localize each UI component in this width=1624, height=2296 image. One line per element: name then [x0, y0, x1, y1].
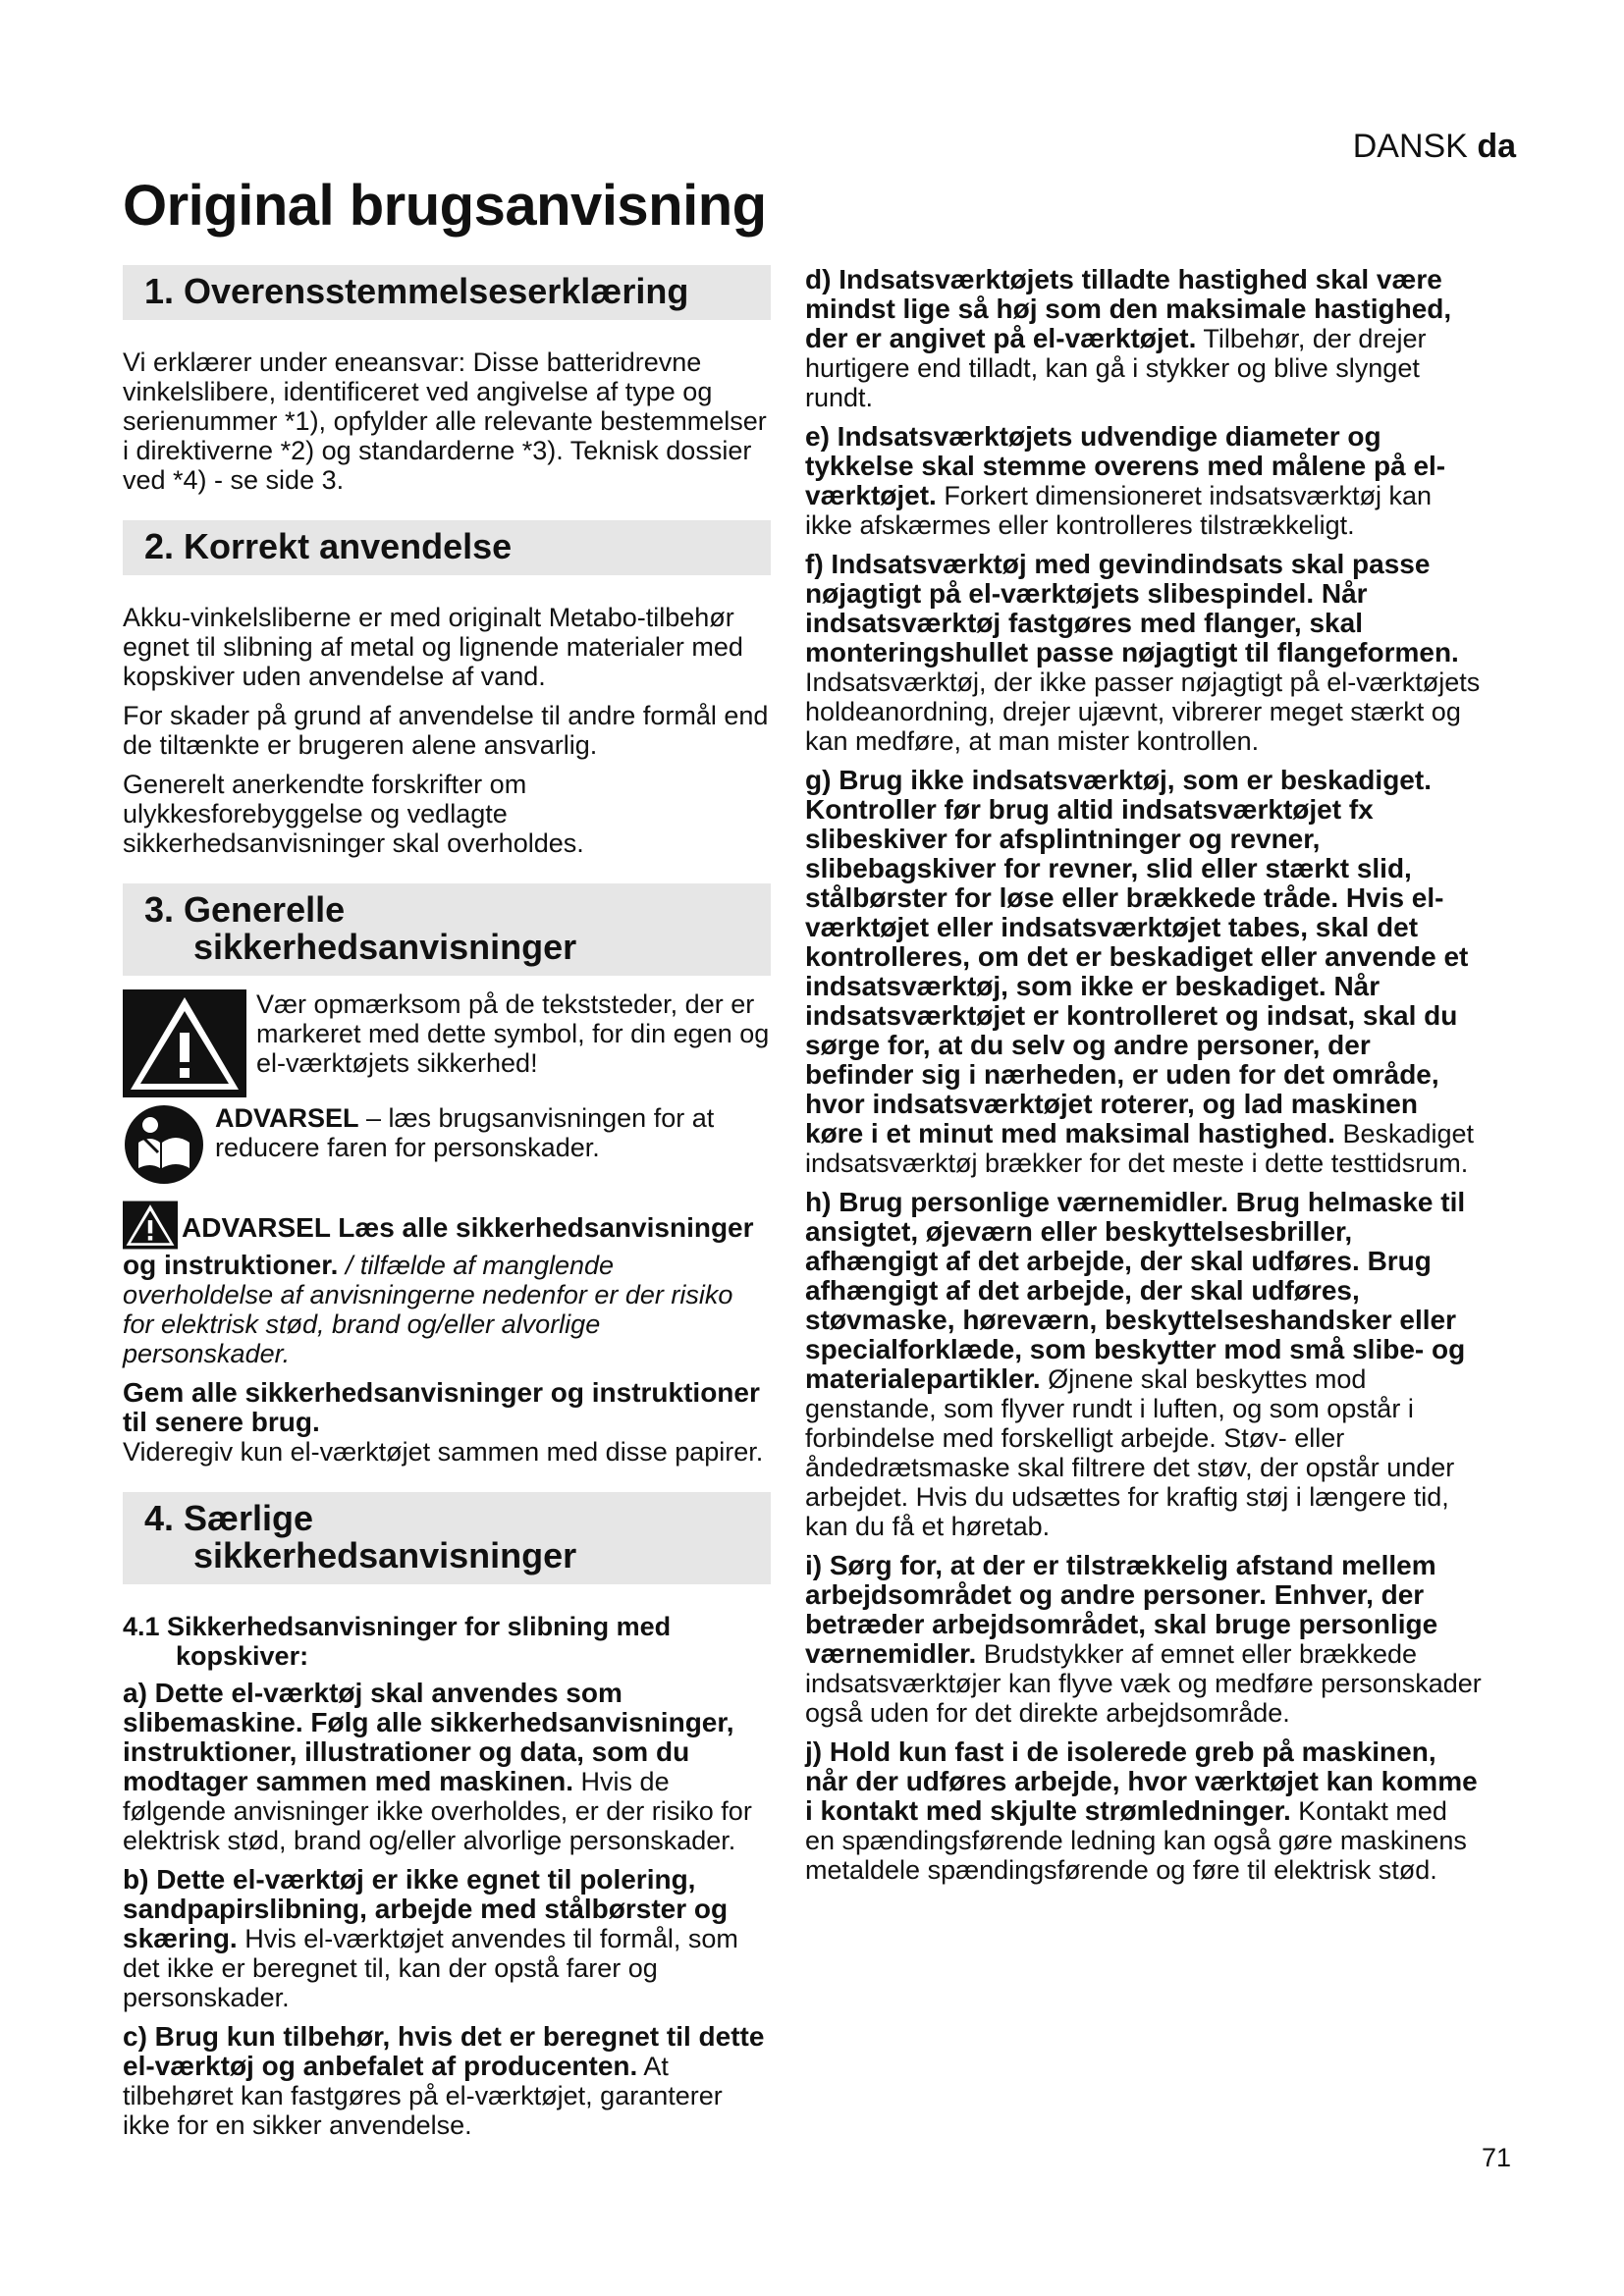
read-manual-icon [123, 1103, 205, 1186]
section-3-heading-line-1: 3. Generelle [144, 889, 346, 930]
section-2-paragraph-2: For skader på grund af anvendelse til andre formål end de tiltænkte er brugeren alene ansvarlig. [123, 701, 769, 760]
section-1-text: Vi erklærer under eneansvar: Disse batteridrevne vinkelslibere, identificeret ved angivelse af type og serienummer *1), opfylder alle relevante bestemmelser i direktiverne *2) og standarderne *3). Teknisk dossier ved *4) - se side 3. [123, 347, 767, 495]
section-4-heading [123, 1492, 771, 1584]
item-j [805, 1737, 1483, 1885]
section-3-heading-line-2: sikkerhedsanvisninger [193, 927, 577, 967]
item-a-bold: a) Dette el-værktøj skal anvendes som slibemaskine. Følg alle sikkerhedsanvisninger, instruktioner, illustrationer og data, som du modtager sammen med maskinen. [123, 1678, 734, 1796]
general-warning-italic: / tilfælde af manglende overholdelse af anvisningerne nedenfor er der risiko for elektrisk stød, brand og/eller alvorlige personskader. [123, 1251, 733, 1368]
read-manual-text [215, 1103, 771, 1162]
keep-instructions-bold: Gem alle sikkerhedsanvisninger og instruktioner til senere brug. [123, 1377, 760, 1437]
small-warning-triangle-icon [123, 1200, 178, 1251]
item-j-bold: j) Hold kun fast i de isolerede greb på maskinen, når der udføres arbejde, hvor værktøjet kan komme i kontakt med skjulte strømledninger. [805, 1736, 1478, 1826]
item-b-bold: b) Dette el-værktøj er ikke egnet til polering, sandpapirslibning, arbejde med stålbørster og skæring. [123, 1864, 729, 1953]
section-3-heading [123, 883, 771, 976]
item-d-text: Tilbehør, der drejer hurtigere end tilladt, kan gå i stykker og blive slynget rundt. [805, 324, 1427, 412]
item-g [805, 766, 1483, 1178]
language-label [1353, 128, 1516, 166]
item-h-bold: h) Brug personlige værnemidler. Brug helmaske til ansigtet, øjeværn eller beskyttelsesbriller, afhængigt af det arbejde, der skal udføres. Brug afhængigt af det arbejde, der skal udføres, støvmaske, høreværn, beskyttelseshandsker eller specialforklæde, som beskytter mod små slibe- og materialepartikler. [805, 1187, 1466, 1394]
item-i-bold: i) Sørg for, at der er tilstrækkelig afstand mellem arbejdsområdet og andre personer. Enhver, der betræder arbejdsområdet, skal bruge personlige værnemidler. [805, 1550, 1438, 1669]
item-i-text: Brudstykker af emnet eller brækkede indsatsværktøjer kan flyve væk og medføre personskader også uden for det direkte arbejdsområde. [805, 1639, 1482, 1728]
read-manual-warning-text: – læs brugsanvisningen for at reducere faren for personskader. [215, 1103, 715, 1162]
page-number: 71 [1481, 2143, 1511, 2172]
item-a-text: Hvis de følgende anvisninger ikke overholdes, er der risiko for elektrisk stød, brand og/eller alvorlige personskader. [123, 1767, 752, 1855]
item-b-text: Hvis el-værktøjet anvendes til formål, som det ikke er beregnet til, kan der opstå farer og personskader. [123, 1924, 738, 2012]
general-warning-block [123, 1200, 771, 1467]
item-i [805, 1551, 1483, 1728]
subsection-4-1-heading [123, 1612, 771, 1671]
item-e-text: Forkert dimensioneret indsatsværktøj kan ikke afskærmes eller kontrolleres tilstrækkeligt. [805, 481, 1433, 540]
item-e-bold: e) Indsatsværktøjets udvendige diameter og tykkelse skal stemme overens med målene på el-værktøjet. [805, 421, 1446, 510]
section-2-heading: 2. Korrekt anvendelse [123, 520, 771, 575]
item-c [123, 2022, 771, 2140]
item-b [123, 1865, 771, 2012]
item-d [805, 265, 1483, 412]
item-f-bold: f) Indsatsværktøj med gevindindsats skal passe nøjagtigt på el-værktøjets slibespindel. Når indsatsværktøj fastgøres med flanger, skal monteringshullet passe nøjagtigt til flangeformen. [805, 549, 1459, 667]
language-code: da [1477, 128, 1516, 165]
language-name: DANSK [1352, 128, 1468, 165]
section-4-heading-line-2: sikkerhedsanvisninger [193, 1535, 577, 1575]
section-2-paragraph-3: Generelt anerkendte forskrifter om ulykkesforebyggelse og vedlagte sikkerhedsanvisninger skal overholdes. [123, 770, 584, 858]
item-f-text: Indsatsværktøj, der ikke passer nøjagtigt på el-værktøjets holdeanordning, drejer ujævnt, vibrerer meget stærkt og kan medføre, at man mister kontrollen. [805, 667, 1481, 756]
section-4-heading-line-1: 4. Særlige [144, 1498, 314, 1538]
item-f [805, 550, 1483, 756]
keep-instructions [123, 1378, 771, 1467]
item-g-bold: g) Brug ikke indsatsværktøj, som er beskadiget. Kontroller før brug altid indsatsværktøjet fx slibeskiver for afsplintninger og revner, slibebagskiver for revner, slid eller stærkt slid, stålbørster for løse eller brækkede tråde. Hvis el-værktøjet eller indsatsværktøjet tabes, skal det kontrolleres, om det er beskadiget eller anvende et indsatsværktøj, som ikke er beskadiget. Når indsatsværktøjet er kontrolleret og indsat, skal du sørge for, at du selv og andre personer, der befinder sig i nærheden, er uden for det område, hvor indsatsværktøjet roterer, og lad maskinen køre i et minut med maksimal hastighed. [805, 765, 1469, 1148]
section-1-heading: 1. Overensstemmelseserklæring [123, 265, 771, 320]
warning-triangle-icon [123, 989, 246, 1097]
warning-symbol-text: Vær opmærksom på de tekststeder, der er markeret med dette symbol, for din egen og el-værktøjets sikkerhed! [256, 989, 770, 1078]
item-d-bold: d) Indsatsværktøjets tilladte hastighed skal være mindst lige så høj som den maksimale hastighed, der er angivet på el-værktøjet. [805, 264, 1452, 353]
item-c-text: At tilbehøret kan fastgøres på el-værktøjet, garanterer ikke for en sikker anvendelse. [123, 2052, 723, 2140]
item-h [805, 1188, 1483, 1541]
right-column [805, 265, 1483, 1895]
item-g-text: Beskadiget indsatsværktøj brækker for det meste i dette testtidsrum. [805, 1119, 1475, 1178]
warning-symbol-note [123, 989, 771, 1097]
keep-instructions-text: Videregiv kun el-værktøjet sammen med disse papirer. [123, 1437, 764, 1467]
item-a [123, 1679, 771, 1855]
item-e [805, 422, 1483, 540]
subsection-4-1-line-2: kopskiver: [176, 1641, 309, 1671]
section-2-paragraph-1: Akku-vinkelsliberne er med originalt Metabo-tilbehør egnet til slibning af metal og lignende materialer med kopskiver uden anvendelse af vand. [123, 603, 743, 691]
page-title: Original brugsanvisning [123, 174, 767, 238]
general-warning-bold: ADVARSEL Læs alle sikkerhedsanvisninger og instruktioner. [123, 1212, 754, 1280]
left-column [123, 265, 771, 2150]
subsection-4-1-line-1: 4.1 Sikkerhedsanvisninger for slibning med [123, 1612, 672, 1641]
item-c-bold: c) Brug kun tilbehør, hvis det er beregnet til dette el-værktøj og anbefalet af producenten. [123, 2021, 765, 2081]
read-manual-note [123, 1103, 771, 1186]
item-j-text: Kontakt med en spændingsførende ledning kan også gøre maskinens metaldele spændingsførende og føre til elektrisk stød. [805, 1796, 1467, 1885]
general-warning-text [123, 1200, 771, 1368]
item-h-text: Øjnene skal beskyttes mod genstande, som flyver rundt i luften, og som opstår i forbindelse med forskelligt arbejde. Støv- eller åndedrætsmaske skal filtrere det støv, der opstår under arbejdet. Hvis du udsættes for kraftig støj i længere tid, kan du få et høretab. [805, 1364, 1455, 1541]
read-manual-warning-label: ADVARSEL [215, 1103, 359, 1133]
